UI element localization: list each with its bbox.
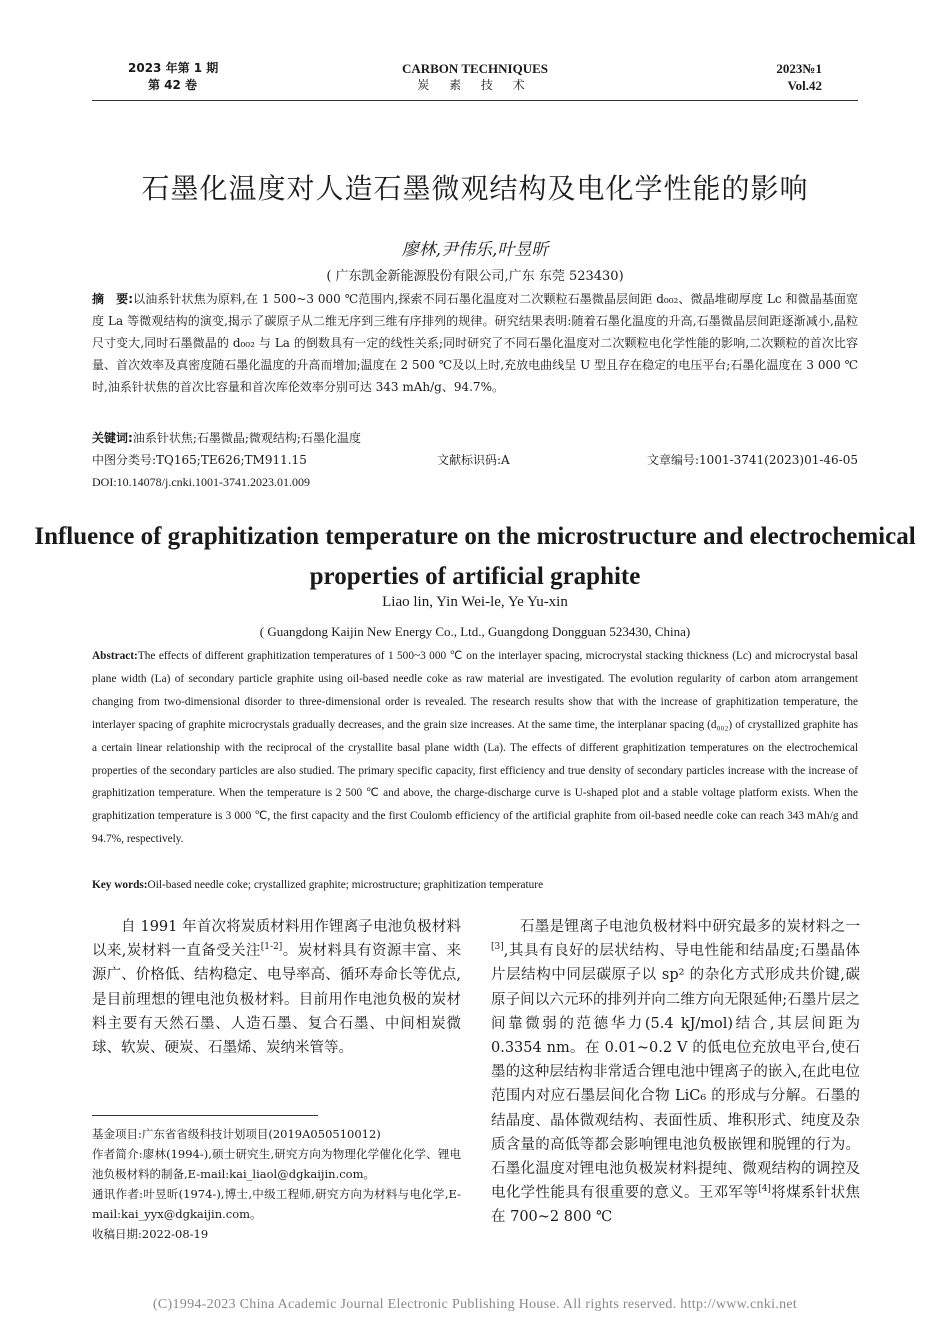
abstract-en (92, 645, 858, 851)
body-paragraph (92, 915, 461, 1060)
authors-cn: 廖林,尹伟乐,叶昱昕 (401, 240, 549, 260)
keywords-cn-label: 关键词: (92, 431, 133, 445)
keywords-en-text: Oil-based needle coke; crystallized graphite; microstructure; graphitization temperature (147, 879, 544, 891)
authors-en: Liao lin, Yin Wei-le, Ye Yu-xin (382, 594, 568, 610)
footnote-rule (92, 1115, 318, 1116)
abstract-cn (92, 288, 858, 398)
classification-row (92, 449, 858, 471)
keywords-cn (92, 427, 858, 449)
affiliation-en: ( Guangdong Kaijin New Energy Co., Ltd., Guangdong Dongguan 523430, China) (259, 624, 691, 639)
keywords-en (92, 874, 858, 896)
keywords-en-label: Key words: (92, 879, 148, 891)
received-date-note: 收稿日期:2022-08-19 (92, 1227, 209, 1241)
document-code: 文献标识码:A (437, 453, 510, 467)
doi: DOI:10.14078/j.cnki.1001-3741.2023.01.009 (92, 475, 310, 489)
abstract-cn-label: 摘 要: (92, 292, 134, 306)
journal-name-cn: 炭 素 技 术 (417, 78, 533, 92)
header-rule (92, 100, 858, 101)
citation[interactable]: [4] (758, 1184, 771, 1195)
paper-title-cn: 石墨化温度对人造石墨微观结构及电化学性能的影响 (141, 172, 809, 205)
author-intro-note: 作者简介:廖林(1994-),硕士研究生,研究方向为物理化学催化化学、锂电池负极材料的制备,E-mail:kai_liaol@dgkaijin.com。 (92, 1147, 461, 1181)
body-text: 。炭材料具有资源丰富、来源广、价格低、结构稳定、电导率高、循环寿命长等优点,是目前理想的锂电池负极材料。目前用作电池负极的炭材料主要有天然石墨、人造石墨、复合石墨、中间相炭微球、软炭、硬炭、石墨烯、炭纳米管等。 (92, 943, 461, 1057)
abstract-cn-text: 以油系针状焦为原料,在 1 500~3 000 ℃范围内,探索不同石墨化温度对二次颗粒石墨微晶层间距 d₀₀₂、微晶堆砌厚度 Lc 和微晶基面宽度 La 等微观结构的演变,揭示了碳原子从二维无序到三维有序排列的规律。研究结果表明:随着石墨化温度的升高,石墨微晶层间距逐渐减小,晶粒尺寸变大,同时石墨微晶的 d₀₀₂ 与 La 的倒数具有一定的线性关系;同时研究了不同石墨化温度对二次颗粒电化学性能的影响,二次颗粒的首次比容量、首次效率及真密度随石墨化温度的升高而增加;温度在 2 500 ℃及以上时,充放电曲线呈 U 型且存在稳定的电压平台;石墨化温度在 3 000 ℃时,油系针状焦的首次比容量和首次库伦效率分别可达 343 mAh/g、94.7%。 (92, 292, 858, 394)
footnotes (92, 1124, 461, 1244)
affiliation-cn: ( 广东凯金新能源股份有限公司,广东 东莞 523430) (326, 269, 624, 284)
journal-volume-info (776, 60, 822, 94)
body-text: ,其具有良好的层状结构、导电性能和结晶度;石墨晶体片层结构中同层碳原子以 sp² 的杂化方式形成共价键,碳原子间以六元环的排列并向二维方向无限延伸;石墨片层之间靠微弱的范德华力(5.4 kJ/mol)结合,其层间距为 0.3354 nm。在 0.01~0.2 V 的低电位充放电平台,使石墨的这种层结构非常适合锂电池中锂离子的嵌入,在此电位范围内对应石墨层间化合物 LiC₆ 的形成与分解。石墨的结晶度、晶体微观结构、表面性质、堆积形式、纯度及杂质含量的高低等都会影响锂电池负极嵌锂和脱锂的行为。石墨化温度对锂电池负极炭材料提纯、微观结构的调控及电化学性能具有很重要的意义。王邓军等 (491, 943, 860, 1202)
issue-number: 2023№1 (776, 61, 822, 76)
body-column-right (491, 915, 860, 1230)
fund-note: 基金项目:广东省省级科技计划项目(2019A050510012) (92, 1127, 381, 1141)
abstract-en-label: Abstract: (92, 650, 138, 662)
issue-line: 2023 年第 1 期 (128, 61, 219, 75)
paper-title-en: Influence of graphitization temperature on the microstructure and electrochemical properties of artificial graphite (34, 523, 916, 590)
keywords-cn-text: 油系针状焦;石墨微晶;微观结构;石墨化温度 (132, 431, 361, 445)
body-text: 石墨是锂离子电池负极材料中研究最多的炭材料之一 (520, 919, 860, 935)
body-text: 将煤系针状焦在 700~2 800 ℃ (491, 1185, 860, 1226)
volume-line: 第 42 卷 (148, 78, 198, 92)
corresponding-author-note: 通讯作者:叶昱昕(1974-),博士,中级工程师,研究方向为材料与电化学,E-mail:kai_yyx@dgkaijin.com。 (92, 1187, 461, 1221)
journal-name-en: CARBON TECHNIQUES (401, 61, 549, 76)
body-paragraph (491, 915, 860, 1230)
abstract-en-text: The effects of different graphitization temperatures of 1 500~3 000 ℃ on the interlayer spacing, microcrystal stacking thickness (Lc) and microcrystal basal plane width (La) of secondary particle graphite using oil-based needle coke as raw material are investigated. The evolution regularity of carbon atom arrangement changing from two-dimensional disorder to three-dimensional order is revealed. The research results show that with the increase of graphitization temperature, the interlayer spacing of graphite microcrystals gradually decreases, and the grain size increases. At the same time, the interplanar spacing (d₀₀₂) of crystallized graphite has a certain linear relationship with the reciprocal of the crystallite basal plane width (La). The effects of different graphitization temperatures on the electrochemical properties of the secondary particles are also studied. The primary specific capacity, first efficiency and true density of secondary particles increase with the increase of graphitization temperature. When the temperature is 2 500 ℃ and above, the charge-discharge curve is U-shaped plot and a stable voltage platform exists. When the graphitization temperature is 3 000 ℃, the first capacity and the first Coulomb efficiency of the artificial graphite from oil-based needle coke can reach 343 mAh/g and 94.7%, respectively. (92, 650, 858, 846)
copyright-notice: (C)1994-2023 China Academic Journal Electronic Publishing House. All rights reserved. http://www.cnki.net (152, 1297, 798, 1312)
article-number: 文章编号:1001-3741(2023)01-46-05 (647, 453, 858, 467)
body-text: 自 1991 年首次将炭质材料用作锂离子电池负极材料以来,炭材料一直备受关注 (92, 919, 461, 960)
citation[interactable]: [3] (491, 942, 504, 953)
volume-number: Vol.42 (787, 78, 822, 93)
clc-number: 中图分类号:TQ165;TE626;TM911.15 (92, 453, 307, 467)
citation[interactable]: [1-2] (260, 942, 283, 953)
body-column-left (92, 915, 461, 1060)
